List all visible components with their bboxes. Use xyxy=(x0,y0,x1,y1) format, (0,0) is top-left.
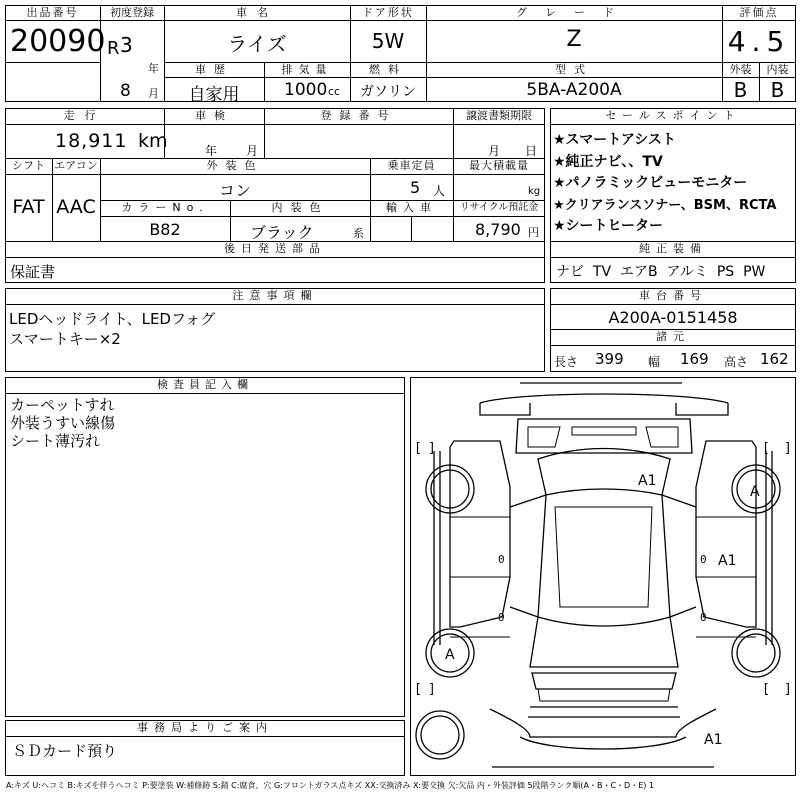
sales-point-item: ★クリアランスソナー、BSM、RCTA xyxy=(553,197,777,213)
import-label: 輸入車 xyxy=(386,201,437,214)
transfer-label: 譲渡書類期限 xyxy=(466,109,532,122)
damage-mark: A xyxy=(445,647,455,663)
interior-label: 内装 xyxy=(766,63,789,76)
ac-label: エアコン xyxy=(54,159,98,172)
inspector-label: 検査員記入欄 xyxy=(157,378,253,391)
load-label: 最大積載量 xyxy=(469,159,529,172)
equipment-list xyxy=(556,261,765,281)
mileage-unit: km xyxy=(138,130,168,152)
shift: FAT xyxy=(12,196,45,218)
inspector-note: カーペットすれ xyxy=(10,396,115,414)
grade-label: グレード xyxy=(516,6,632,19)
first-reg-label: 初度登録 xyxy=(110,6,154,19)
color-no: B82 xyxy=(149,220,181,239)
era: R xyxy=(107,38,120,59)
fuel-bracket: ] xyxy=(428,441,436,456)
transfer-day-unit: 日 xyxy=(525,144,538,158)
exterior-grade: B xyxy=(733,78,748,102)
height-label: 高さ xyxy=(724,355,749,369)
lot-number-label: 出品番号 xyxy=(26,6,79,19)
recycle-amount: 8,790 xyxy=(475,220,521,239)
model: 5BA-A200A xyxy=(526,80,622,100)
equipment-item: アルミ xyxy=(666,264,708,280)
later-parts: 保証書 xyxy=(10,263,56,281)
displacement-unit: cc xyxy=(328,85,341,98)
damage-mark: A1 xyxy=(638,473,657,489)
air-conditioner: AAC xyxy=(56,196,96,218)
inspector-note: 外装うすい線傷 xyxy=(10,414,116,432)
interior-grade: B xyxy=(770,78,785,102)
capacity: 5 xyxy=(410,178,421,197)
grade: Z xyxy=(566,27,582,52)
specs-label: 諸元 xyxy=(656,330,690,343)
car-name-label: 車名 xyxy=(236,6,278,19)
displacement-label: 排気量 xyxy=(281,63,333,76)
mileage-label: 走行 xyxy=(63,109,106,122)
length: 399 xyxy=(595,350,624,368)
capacity-label: 乗車定員 xyxy=(387,159,436,172)
score: 4.5 xyxy=(727,25,791,58)
zero-mark: 0 xyxy=(498,553,505,566)
equipment-label: 純正装備 xyxy=(639,242,707,255)
damage-mark: A1 xyxy=(704,732,723,748)
history: 自家用 xyxy=(188,85,240,105)
inspection-month-unit: 月 xyxy=(246,144,259,158)
office-label: 事務局よりご案内 xyxy=(137,721,273,734)
mileage: 18,911 xyxy=(55,130,128,152)
lot-number: 20090 xyxy=(10,24,106,59)
equipment-item: TV xyxy=(592,264,612,280)
reg-month: 8 xyxy=(120,81,131,101)
length-label: 長さ xyxy=(554,355,579,369)
caution-label: 注意事項欄 xyxy=(232,289,318,302)
inspection-label: 車検 xyxy=(195,109,233,122)
history-label: 車歴 xyxy=(195,63,233,76)
sales-point-item: ★パノラミックビューモニター xyxy=(553,175,748,191)
equipment-item: エアB xyxy=(619,264,658,280)
inspection-year-unit: 年 xyxy=(205,144,218,158)
equipment-item: PW xyxy=(743,264,766,280)
reg-month-unit: 月 xyxy=(148,87,159,100)
sales-point-list xyxy=(553,130,795,238)
inspector-note: シート薄汚れ xyxy=(10,432,101,450)
later-parts-label: 後日発送部品 xyxy=(224,242,326,255)
office-notice: ＳＤカード預り xyxy=(12,742,118,760)
fuel-bracket: ] xyxy=(784,441,792,456)
fuel-bracket: [ xyxy=(762,441,770,456)
sales-point-item: ★スマートアシスト xyxy=(553,132,676,148)
load-unit: kg xyxy=(528,186,541,197)
damage-mark: A xyxy=(750,484,760,500)
recycle-label: リサイクル預託金 xyxy=(459,202,539,213)
car-body-diagram xyxy=(410,377,796,776)
shift-label: シフト xyxy=(12,159,45,172)
inspector-notes xyxy=(10,396,115,450)
fuel-bracket: ] xyxy=(428,682,436,697)
capacity-unit: 人 xyxy=(433,184,446,198)
zero-mark: 0 xyxy=(498,611,505,624)
zero-mark: 0 xyxy=(700,611,707,624)
door-label: ドア形状 xyxy=(362,6,414,19)
reg-year-unit: 年 xyxy=(148,62,159,75)
width-label: 幅 xyxy=(648,355,661,369)
reg-year: 3 xyxy=(120,33,133,57)
sales-point-item: ★シートヒーター xyxy=(553,218,663,234)
int-color: ブラック xyxy=(250,223,314,242)
caution-line: LEDヘッドライト、LEDフォグ xyxy=(9,310,216,328)
fuel-bracket: [ xyxy=(414,441,422,456)
height: 162 xyxy=(760,350,789,368)
exterior-label: 外装 xyxy=(729,63,752,76)
color-no-label: カラーNo. xyxy=(121,201,209,214)
zero-mark: 0 xyxy=(700,553,707,566)
int-color-label: 内装色 xyxy=(271,201,329,214)
fuel-bracket: ] xyxy=(784,682,792,697)
door-type: 5W xyxy=(371,29,405,53)
fuel-label: 燃料 xyxy=(369,63,407,76)
sales-point-label: セールスポイント xyxy=(605,109,741,122)
model-label: 型式 xyxy=(555,63,593,76)
ext-color-label: 外装色 xyxy=(206,159,264,172)
sales-point-item: ★純正ナビ、、TV xyxy=(553,153,663,170)
caution-text xyxy=(9,309,215,349)
displacement: 1000 xyxy=(284,80,328,100)
plate-label: 登録番号 xyxy=(320,109,397,122)
int-color-suffix: 系 xyxy=(353,227,364,240)
equipment-item: PS xyxy=(716,264,735,280)
score-label: 評価点 xyxy=(739,6,779,19)
car-name: ライズ xyxy=(227,32,287,56)
damage-mark: A1 xyxy=(718,553,737,569)
transfer-month-unit: 月 xyxy=(488,144,501,158)
fuel-bracket: [ xyxy=(414,682,422,697)
chassis-label: 車台番号 xyxy=(639,289,707,302)
recycle-unit: 円 xyxy=(528,226,539,239)
ext-color: コン xyxy=(218,181,251,200)
legend: A:キズ U:ヘコミ B:キズを伴うヘコミ P:要塗装 W:補修跡 S:錆 C:腐食、穴 G:フロントガラス点キズ XX:交換済み X:要交換 欠:欠品 内・外装評価 5段階ランク順(A・B・C・D・E) 1 xyxy=(6,781,655,790)
fuel: ガソリン xyxy=(360,84,416,100)
fuel-bracket: [ xyxy=(762,682,770,697)
width: 169 xyxy=(680,350,709,368)
chassis-number: A200A-0151458 xyxy=(608,308,738,327)
caution-line: スマートキー×2 xyxy=(9,330,121,348)
equipment-item: ナビ xyxy=(556,264,584,280)
